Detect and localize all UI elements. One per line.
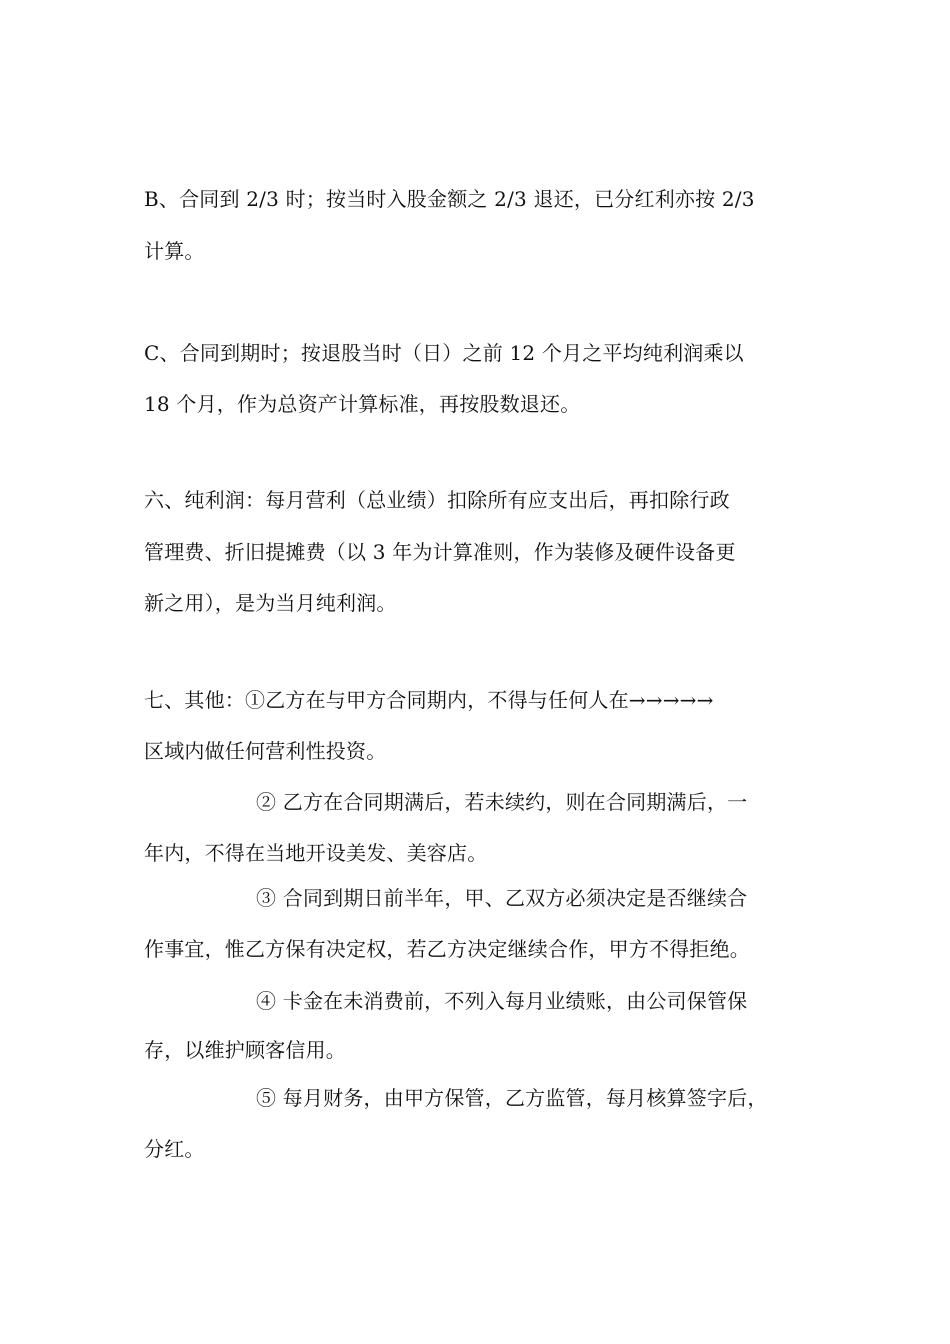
section-7-line-2: 区域内做任何营利性投资。 (144, 739, 387, 763)
section-b-line-1: B、合同到 2/3 时；按当时入股金额之 2/3 退还，已分红利亦按 2/3 (144, 187, 755, 211)
section-7-item-3-line-1: ③ 合同到期日前半年，甲、乙双方必须决定是否继续合 (256, 886, 748, 910)
section-7-item-5-line-2: 分红。 (144, 1137, 205, 1161)
section-7-item-2-line-2: 年内，不得在当地开设美发、美容店。 (144, 841, 488, 865)
section-7-item-2-line-1: ② 乙方在合同期满后，若未续约，则在合同期满后，一 (256, 790, 748, 814)
section-6-line-1: 六、纯利润：每月营利（总业绩）扣除所有应支出后，再扣除行政 (144, 488, 730, 512)
section-6-line-3: 新之用），是为当月纯利润。 (144, 591, 397, 615)
section-7-item-4-line-1: ④ 卡金在未消费前，不列入每月业绩账，由公司保管保 (256, 989, 748, 1013)
section-b-line-2: 计算。 (144, 239, 205, 263)
section-c-line-2: 18 个月，作为总资产计算标准，再按股数退还。 (144, 392, 581, 416)
section-6-line-2: 管理费、折旧提摊费（以 3 年为计算准则，作为装修及硬件设备更 (144, 540, 736, 564)
section-7-item-5-line-1: ⑤ 每月财务，由甲方保管，乙方监管，每月核算签字后， (256, 1086, 768, 1110)
section-7-line-1: 七、其他：①乙方在与甲方合同期内，不得与任何人在→→→→→ (144, 688, 714, 712)
section-7-item-3-line-2: 作事宜，惟乙方保有决定权，若乙方决定继续合作，甲方不得拒绝。 (144, 937, 750, 961)
section-c-line-1: C、合同到期时；按退股当时（日）之前 12 个月之平均纯利润乘以 (144, 341, 744, 365)
section-7-item-4-line-2: 存，以维护顾客信用。 (144, 1038, 346, 1062)
